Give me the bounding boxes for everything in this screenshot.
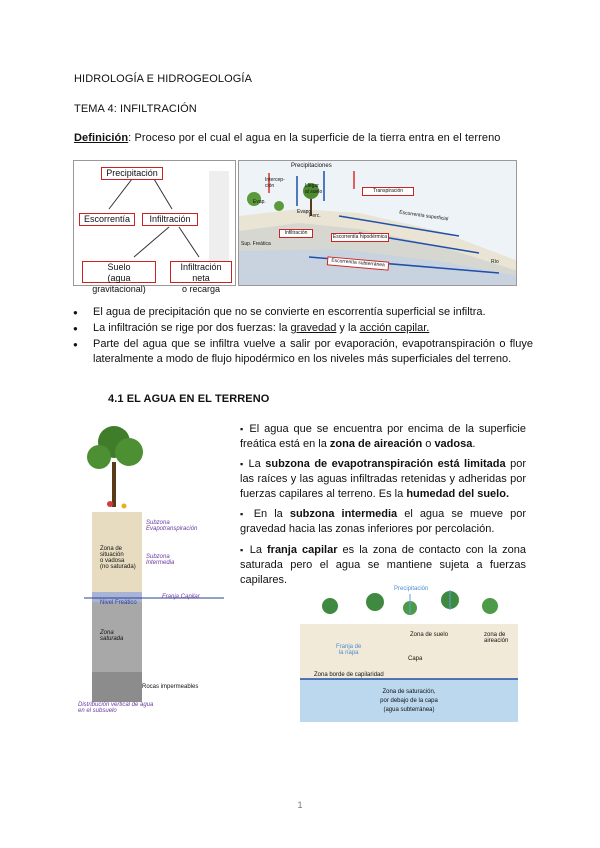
bullet-2-mid: y la (336, 322, 360, 334)
bullet-2-prefix: La infiltración se rige por dos fuerzas: la (93, 322, 291, 334)
soil-profile-image (74, 422, 232, 722)
zones-suelo: Zona de suelo (410, 632, 449, 638)
p1-b: zona de aireación (329, 438, 423, 450)
profile-evapo: Subzona Evapotranspiración (146, 520, 198, 532)
zones-aire: zona de aireación (484, 632, 509, 644)
zones-sat1: Zona de saturación, (382, 689, 436, 695)
cycle-sub: Escorrentía subterránea (327, 256, 390, 270)
cycle-perc: Perc. (309, 213, 321, 219)
soil-profile-art (74, 422, 232, 722)
para-4: ▪ La franja capilar es la zona de contacto con la zona saturada pero el agua se mantiene sujeta a fuerzas capilares. (240, 544, 526, 586)
cycle-infil: Infiltración (279, 229, 313, 238)
profile-nivel: Nivel Freático (100, 600, 137, 606)
p3-c: el agua se mueve por gravedad hacia las zonas inferiores por percolación. (240, 508, 526, 535)
definition-text: : Proceso por el cual el agua en la superficie de la tierra entra en el terreno (128, 132, 501, 144)
page-number: 1 (297, 800, 303, 810)
cycle-freat: Sup. Freática (241, 241, 271, 247)
profile-saturada: Zona saturada (100, 630, 124, 642)
profile-franja: Franja Capilar (162, 594, 200, 600)
definition-term: Definición (74, 132, 129, 144)
flow-net-line1: Infiltración neta (180, 262, 222, 283)
flow-net-line2: o recarga (181, 284, 221, 294)
p1-a: El agua que se encuentra por encima de la superficie freática está en la (240, 423, 526, 450)
p4-b: franja capilar (267, 544, 338, 556)
zones-capa: Capa (408, 656, 423, 662)
profile-caption: Distribución vertical de agua en el subsuelo (78, 702, 154, 714)
flow-infiltration: Infiltración (142, 213, 198, 226)
p2-b: subzona de evapotranspiración está limitada (265, 458, 506, 470)
profile-inter: Subzona Intermedia (146, 554, 175, 566)
bullet-2-force1: gravedad (290, 322, 337, 334)
flow-soil-line2: (agua gravitacional) (92, 273, 146, 294)
zones-franja: Franja de la napa (336, 644, 362, 656)
bullet-1: ● El agua de precipitación que no se convierte en escorrentía superficial se infiltra. (93, 305, 533, 320)
p2-a: La (248, 458, 266, 470)
definition-line (74, 131, 501, 145)
zones-sat2: por debajo de la capa (380, 698, 438, 704)
cycle-intercep: Intercep- ción (265, 177, 285, 189)
infiltration-bullets (93, 305, 533, 368)
cycle-llegar: Llegar al suelo (305, 183, 323, 195)
subject-title: HIDROLOGÍA E HIDROGEOLOGÍA (74, 73, 253, 85)
soil-zones-diagram (300, 584, 518, 722)
profile-vadosa: Zona de situación o vadosa (no saturada) (100, 546, 136, 570)
flow-precip: Precipitación (101, 167, 163, 180)
section-title: 4.1 EL AGUA EN EL TERRENO (108, 393, 270, 405)
para-2: ▪ La subzona de evapotranspiración está limitada por las raíces y las aguas infiltradas retenidas y adheridas por fuerzas capilares al terreno. Es la humedad del suelo. (240, 458, 526, 500)
profile-rocas: Rocas impermeables (142, 684, 199, 690)
p2-c: por las raíces y las aguas infiltradas retenidas y adheridas por fuerzas capilares al terreno. Es la (240, 458, 526, 500)
cycle-evapo: Evapo (297, 209, 312, 215)
flow-soil (82, 261, 156, 294)
bullet-3: ● Parte del agua que se infiltra vuelve a salir por evaporación, evapotranspiración o fluye lateralmente a modo de flujo hipodérmico en los niveles más superficiales del terreno. (93, 337, 533, 367)
zones-saturation (300, 688, 518, 715)
p4-a: La (249, 544, 267, 556)
bullet-2 (93, 321, 533, 336)
para-1: ▪ El agua que se encuentra por encima de la superficie freática está en la zona de aireación o vadosa. (240, 423, 526, 450)
infiltration-cycle-diagram (238, 160, 517, 286)
para-3: ▪ En la subzona intermedia el agua se mueve por gravedad hacia las zonas inferiores por percolación. (240, 508, 526, 535)
cycle-transp: Transpiración (362, 187, 414, 196)
cycle-hipo: Escorrentía hipodérmica (332, 234, 388, 240)
zones-precip: Precipitación (394, 586, 429, 592)
cycle-flow-surface: Escorrentía superficial (398, 209, 449, 223)
p1-c: o (422, 438, 435, 450)
zones-sat3: (agua subterránea) (383, 707, 435, 713)
infiltration-flowchart (73, 160, 236, 294)
zones-borde: Zona borde de capilaridad (314, 672, 384, 678)
p1-d: vadosa (434, 438, 473, 450)
p1-e: . (472, 438, 476, 450)
flow-runoff: Escorrentía (79, 213, 135, 226)
cycle-precip: Precipitaciones (291, 163, 332, 169)
cycle-rio: Río (491, 259, 499, 265)
flow-net (170, 261, 232, 294)
p2-d: humedad del suelo. (406, 488, 509, 500)
p4-c: es la zona de contacto con la zona saturada pero el agua se mantiene sujeta a fuerzas capilares. (240, 544, 526, 586)
bullet-2-force2: acción capilar. (359, 322, 430, 334)
cycle-evap: Evap. (253, 199, 266, 205)
p3-b: subzona intermedia (289, 508, 398, 520)
flow-soil-line1: Suelo (107, 262, 131, 272)
topic-title: TEMA 4: INFILTRACIÓN (74, 103, 197, 115)
p3-a: En la (253, 508, 290, 520)
